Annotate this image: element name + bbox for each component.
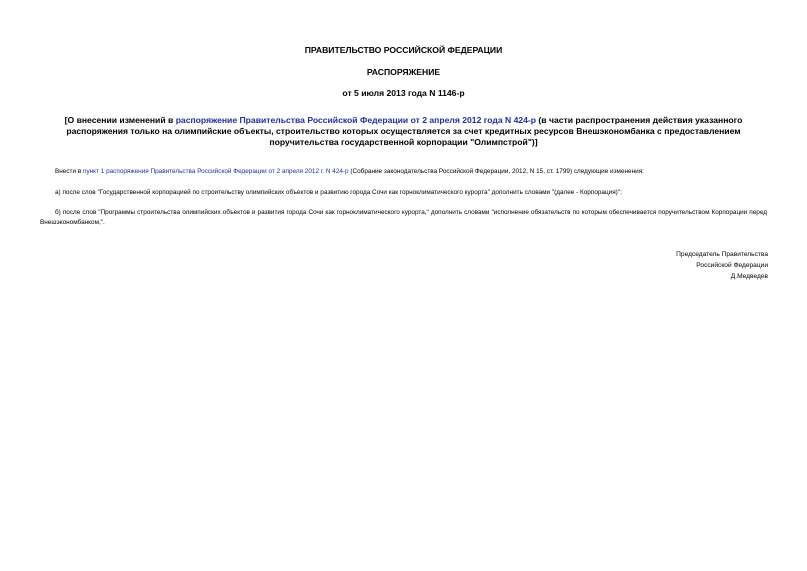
signature-name: Д.Медведев [730, 272, 768, 280]
title-suffix: (в части распространения действия указанного распоряжения только на олимпийские объекты, строительство которых осуществляется за счет кредитных ресурсов Внешэкономбанка с предоставлением поручительства государственной корпорации "Олимпстрой")] [66, 115, 743, 147]
paragraph-b: б) после слов "Программы строительства олимпийских объектов и развития города Сочи как горноклиматического курорта," дополнить словами "исполнение обязательств по которым обеспечивается поручительством Корпорации перед Внешэкономбанком,". [40, 209, 767, 226]
date-number-heading: от 5 июля 2013 года N 1146-р [342, 88, 465, 98]
government-heading: ПРАВИТЕЛЬСТВО РОССИЙСКОЙ ФЕДЕРАЦИИ [304, 45, 503, 55]
signature-block [560, 250, 768, 282]
signature-position-line1: Председатель Правительства [676, 251, 768, 258]
document-title [40, 115, 767, 148]
paragraph-intro-suffix: (Собрание законодательства Российской Федерации, 2012, N 15, ст. 1799) следующие изменения: [348, 168, 644, 175]
paragraph-intro-link[interactable]: пункт 1 распоряжения Правительства Российской Федерации от 2 апреля 2012 г. N 424-р [82, 168, 349, 175]
document-type-heading: РАСПОРЯЖЕНИЕ [366, 67, 441, 77]
title-prefix: [О внесении изменений в [64, 115, 176, 125]
title-referenced-order-link[interactable]: распоряжение Правительства Российской Федерации от 2 апреля 2012 года N 424-р [175, 115, 537, 125]
paragraph-intro-prefix: Внести в [55, 168, 83, 175]
signature-position-line2: Российской Федерации [696, 261, 768, 269]
paragraph-intro [40, 167, 767, 177]
paragraph-a: а) после слов "Государственной корпорацией по строительству олимпийских объектов и развитию города Сочи как горноклиматического курорта" дополнить словами "(далее - Корпорация)"; [55, 189, 622, 196]
